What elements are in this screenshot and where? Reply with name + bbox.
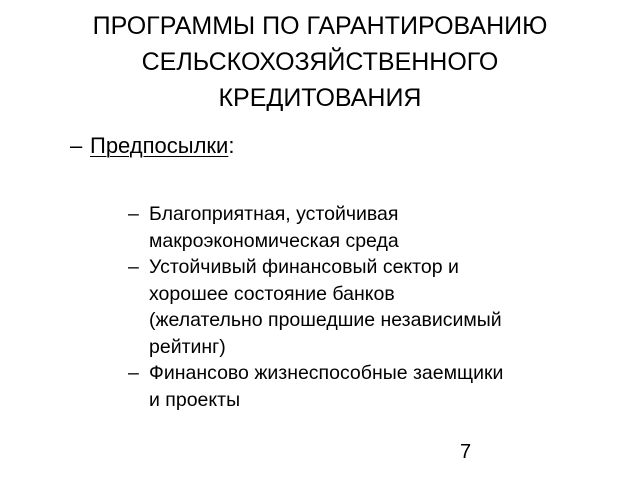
- bullet-line: (желательно прошедшие независимый: [149, 309, 502, 331]
- title-line: СЕЛЬСКОХОЗЯЙСТВЕННОГО: [141, 48, 499, 76]
- level1-label: Предпосылки: [90, 133, 229, 158]
- level1-item-prerequisites: [70, 131, 234, 161]
- bullet-line: Финансово жизнеспособные заемщики: [149, 362, 504, 384]
- dash-marker: –: [128, 203, 139, 225]
- title-line: ПРОГРАММЫ ПО ГАРАНТИРОВАНИЮ: [92, 12, 548, 40]
- bullet-item: [128, 360, 618, 413]
- bullet-line: и проекты: [149, 388, 241, 411]
- bullet-line: макроэкономическая среда: [149, 229, 399, 252]
- bullet-list: [128, 201, 618, 413]
- bullet-line: хорошее состояние банков: [149, 282, 395, 305]
- page-number: 7: [460, 441, 472, 463]
- bullet-line: рейтинг): [149, 335, 226, 358]
- dash-marker: –: [70, 133, 83, 158]
- title-line: КРЕДИТОВАНИЯ: [218, 84, 422, 112]
- bullet-line: Устойчивый финансовый сектор и: [149, 256, 459, 278]
- dash-marker: –: [128, 362, 139, 384]
- bullet-item: [128, 201, 618, 254]
- slide-title: [10, 8, 630, 116]
- level1-suffix: :: [228, 133, 235, 158]
- bullet-item: [128, 254, 618, 360]
- dash-marker: –: [128, 256, 139, 278]
- bullet-line: Благоприятная, устойчивая: [149, 203, 399, 225]
